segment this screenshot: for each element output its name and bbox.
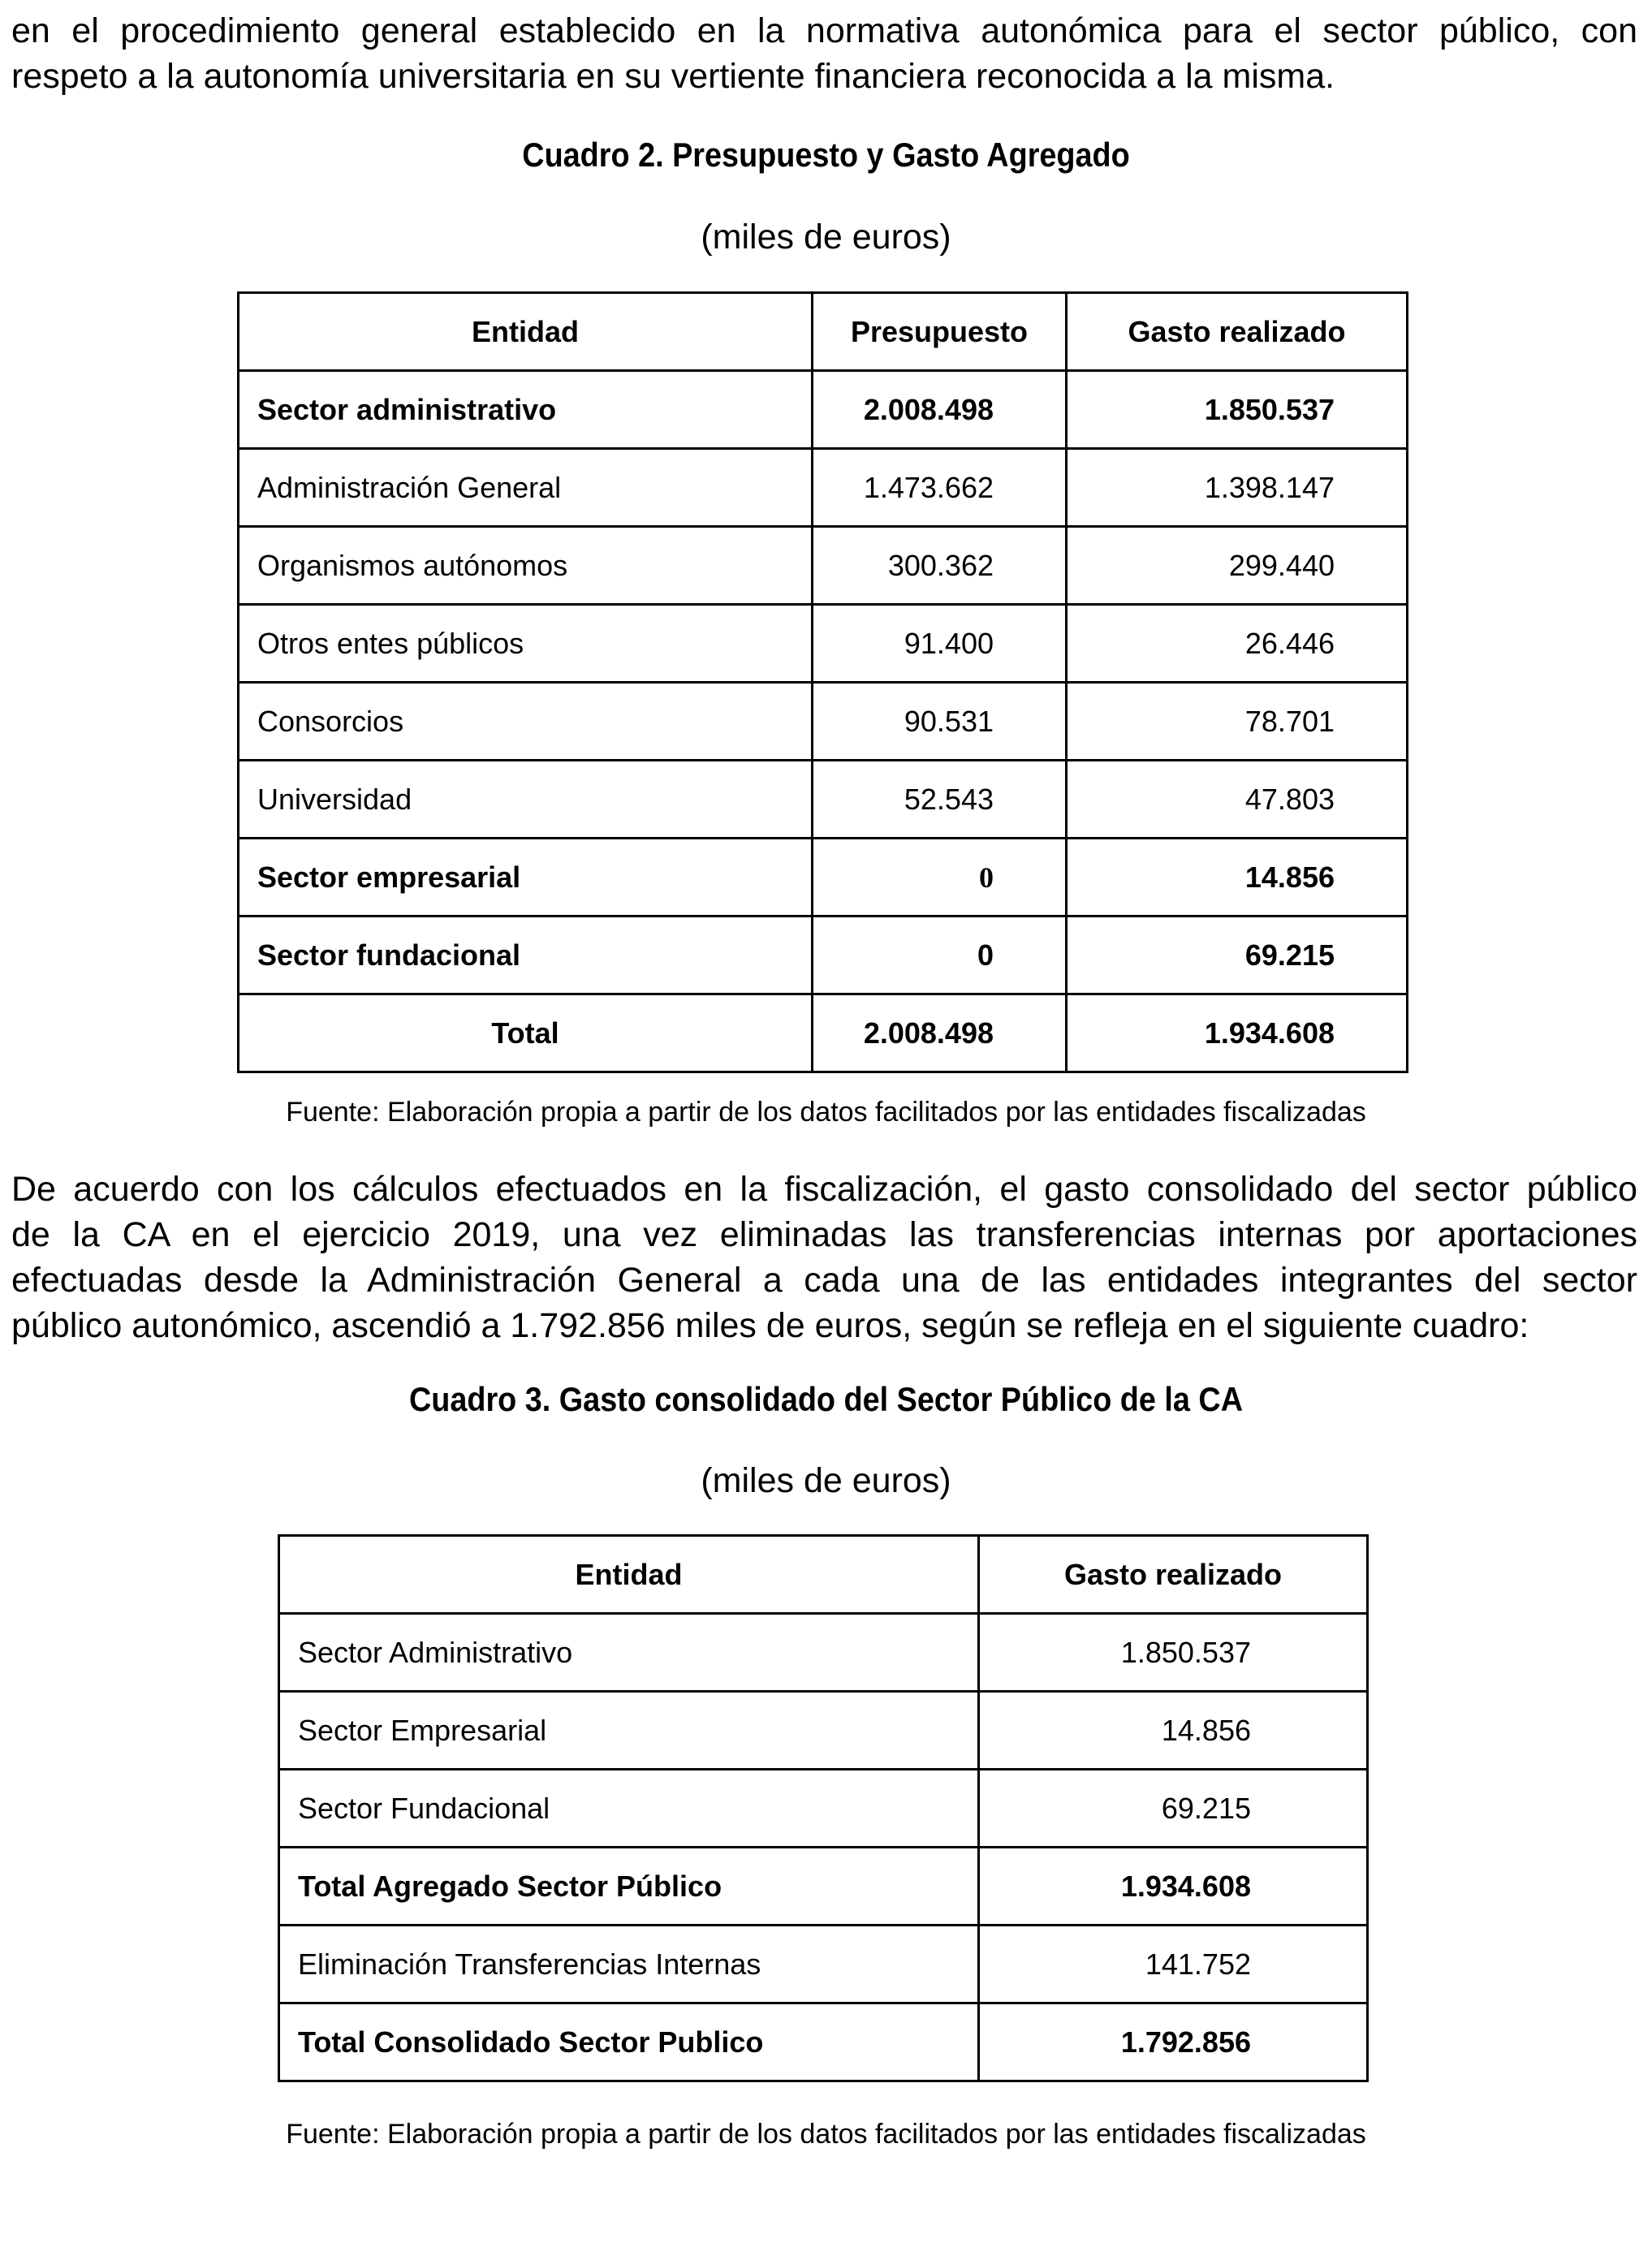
budget-cell: 300.362 (813, 527, 1067, 605)
budget-cell: 1.473.662 (813, 449, 1067, 527)
header-spent: Gasto realizado (979, 1536, 1368, 1614)
table3-title: Cuadro 3. Gasto consolidado del Sector Público de la CA (408, 1380, 1244, 1418)
spent-cell: 47.803 (1067, 761, 1408, 839)
table3-source: Fuente: Elaboración propia a partir de los datos facilitados por las entidades fiscalizadas (286, 2119, 1366, 2150)
spent-cell: 69.215 (1067, 916, 1408, 994)
spent-cell: 14.856 (979, 1692, 1368, 1770)
table-row (279, 1692, 1368, 1770)
entity-cell: Sector administrativo (239, 371, 813, 449)
table-row (239, 527, 1408, 605)
table-header-row (239, 293, 1408, 371)
budget-cell: 2.008.498 (813, 994, 1067, 1072)
budget-cell: 90.531 (813, 683, 1067, 761)
budget-cell: 52.543 (813, 761, 1067, 839)
header-entity: Entidad (279, 1536, 979, 1614)
entity-cell: Sector Empresarial (279, 1692, 979, 1770)
table-row (239, 605, 1408, 683)
spent-cell: 141.752 (979, 1926, 1368, 2003)
budget-cell: 2.008.498 (813, 371, 1067, 449)
table2-title: Cuadro 2. Presupuesto y Gasto Agregado (522, 136, 1130, 174)
header-spent: Gasto realizado (1067, 293, 1408, 371)
entity-cell: Sector fundacional (239, 916, 813, 994)
table-row (239, 371, 1408, 449)
budget-cell: 91.400 (813, 605, 1067, 683)
table-row (239, 683, 1408, 761)
entity-cell: Otros entes públicos (239, 605, 813, 683)
header-budget: Presupuesto (813, 293, 1067, 371)
table-header-row (279, 1536, 1368, 1614)
entity-cell: Total Agregado Sector Público (279, 1848, 979, 1926)
middle-paragraph (11, 1167, 1637, 1348)
total-label: Total (239, 994, 813, 1072)
spent-cell: 299.440 (1067, 527, 1408, 605)
entity-cell: Universidad (239, 761, 813, 839)
entity-cell: Organismos autónomos (239, 527, 813, 605)
spent-cell: 1.934.608 (1067, 994, 1408, 1072)
table-row (239, 916, 1408, 994)
consolidated-table (278, 1534, 1369, 2082)
spent-cell: 26.446 (1067, 605, 1408, 683)
intro-line-2: respeto a la autonomía universitaria en su vertiente financiera reconocida a la misma. (11, 57, 1335, 96)
budget-cell: 0 (813, 839, 1067, 916)
middle-line-4: público autonómico, ascendió a 1.792.856 miles de euros, según se refleja en el siguiente cuadro: (11, 1306, 1529, 1345)
spent-cell: 78.701 (1067, 683, 1408, 761)
spent-cell: 1.792.856 (979, 2003, 1368, 2081)
table-total-row (279, 2003, 1368, 2081)
middle-line-2: de la CA en el ejercicio 2019, una vez eliminadas las transferencias internas por aportaciones (11, 1215, 1637, 1254)
table-row (279, 1614, 1368, 1692)
table3-units: (miles de euros) (701, 1461, 951, 1500)
table-row (279, 1848, 1368, 1926)
entity-cell: Administración General (239, 449, 813, 527)
spent-cell: 1.398.147 (1067, 449, 1408, 527)
entity-cell: Total Consolidado Sector Publico (279, 2003, 979, 2081)
middle-line-3: efectuadas desde la Administración General a cada una de las entidades integrantes del sector (11, 1261, 1637, 1300)
entity-cell: Sector empresarial (239, 839, 813, 916)
intro-line-1: en el procedimiento general establecido en la normativa autonómica para el sector público, con (11, 11, 1637, 50)
entity-cell: Eliminación Transferencias Internas (279, 1926, 979, 2003)
spent-cell: 1.934.608 (979, 1848, 1368, 1926)
entity-cell: Sector Administrativo (279, 1614, 979, 1692)
table-row (239, 449, 1408, 527)
table-row (239, 761, 1408, 839)
budget-cell: 0 (813, 916, 1067, 994)
table-row (279, 1770, 1368, 1848)
intro-paragraph (11, 8, 1637, 99)
spent-cell: 1.850.537 (1067, 371, 1408, 449)
entity-cell: Consorcios (239, 683, 813, 761)
table-row (279, 1926, 1368, 2003)
middle-line-1: De acuerdo con los cálculos efectuados en la fiscalización, el gasto consolidado del sector público (11, 1170, 1637, 1209)
budget-table (237, 291, 1408, 1073)
spent-cell: 14.856 (1067, 839, 1408, 916)
header-entity: Entidad (239, 293, 813, 371)
spent-cell: 1.850.537 (979, 1614, 1368, 1692)
table-row (239, 839, 1408, 916)
spent-cell: 69.215 (979, 1770, 1368, 1848)
table2-units: (miles de euros) (701, 218, 951, 257)
entity-cell: Sector Fundacional (279, 1770, 979, 1848)
table-total-row (239, 994, 1408, 1072)
table2-source: Fuente: Elaboración propia a partir de los datos facilitados por las entidades fiscalizadas (286, 1097, 1366, 1128)
